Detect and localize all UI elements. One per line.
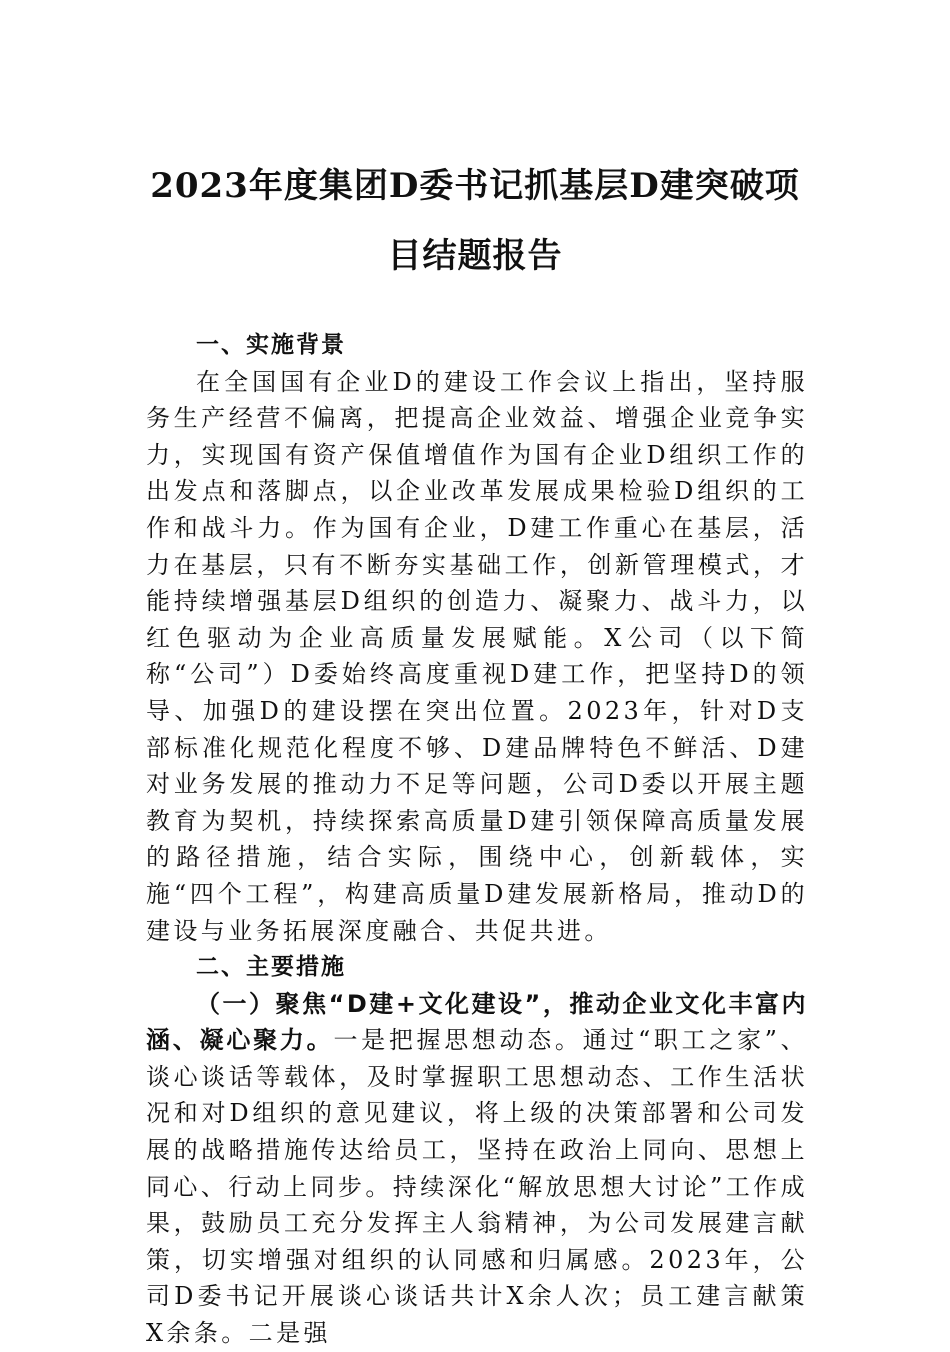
section-2-subheading: （一）聚焦“D建+文化建设”，推动企业文化丰富内涵、凝心聚力。: [146, 989, 808, 1055]
section-2-body-text: 一是把握思想动态。通过“职工之家”、谈心谈话等载体，及时掌握职工思想动态、工作生活状况和对D组织的意见建议，将上级的决策部署和公司发展的战略措施传达给员工，坚持在政治上同向、思想上同心、行动上同步。持续深化“解放思想大讨论”工作成果，鼓励员工充分发挥主人翁精神，为公司发展建言献策，切实增强对组织的认同感和归属感。2023年，公司D委书记开展谈心谈话共计X余人次；员工建言献策X余条。二是强: [146, 1026, 808, 1348]
section-2-heading: 二、主要措施: [196, 954, 346, 981]
section-1-paragraph: 在全国国有企业D的建设工作会议上指出，坚持服务生产经营不偏离，把提高企业效益、增强企业竞争实力，实现国有资产保值增值作为国有企业D组织工作的出发点和落脚点，以企业改革发展成果检验D组织的工作和战斗力。作为国有企业，D建工作重心在基层，活力在基层，只有不断夯实基础工作，创新管理模式，才能持续增强基层D组织的创造力、凝聚力、战斗力，以红色驱动为企业高质量发展赋能。X公司（以下简称“公司”）D委始终高度重视D建工作，把坚持D的领导、加强D的建设摆在突出位置。2023年，针对D支部标准化规范化程度不够、D建品牌特色不鲜活、D建对业务发展的推动力不足等问题，公司D委以开展主题教育为契机，持续探索高质量D建引领保障高质量发展的路径措施，结合实际，围绕中心，创新载体，实施“四个工程”，构建高质量D建发展新格局，推动D的建设与业务拓展深度融合、共促共进。: [146, 367, 808, 945]
document-title-line-2: 目结题报告: [387, 236, 563, 276]
document-body: [146, 327, 808, 1352]
document-title-line-1: 2023年度集团D委书记抓基层D建突破项: [150, 166, 800, 206]
section-1-heading: 一、实施背景: [196, 332, 346, 358]
section-2-paragraph: [146, 986, 808, 1352]
